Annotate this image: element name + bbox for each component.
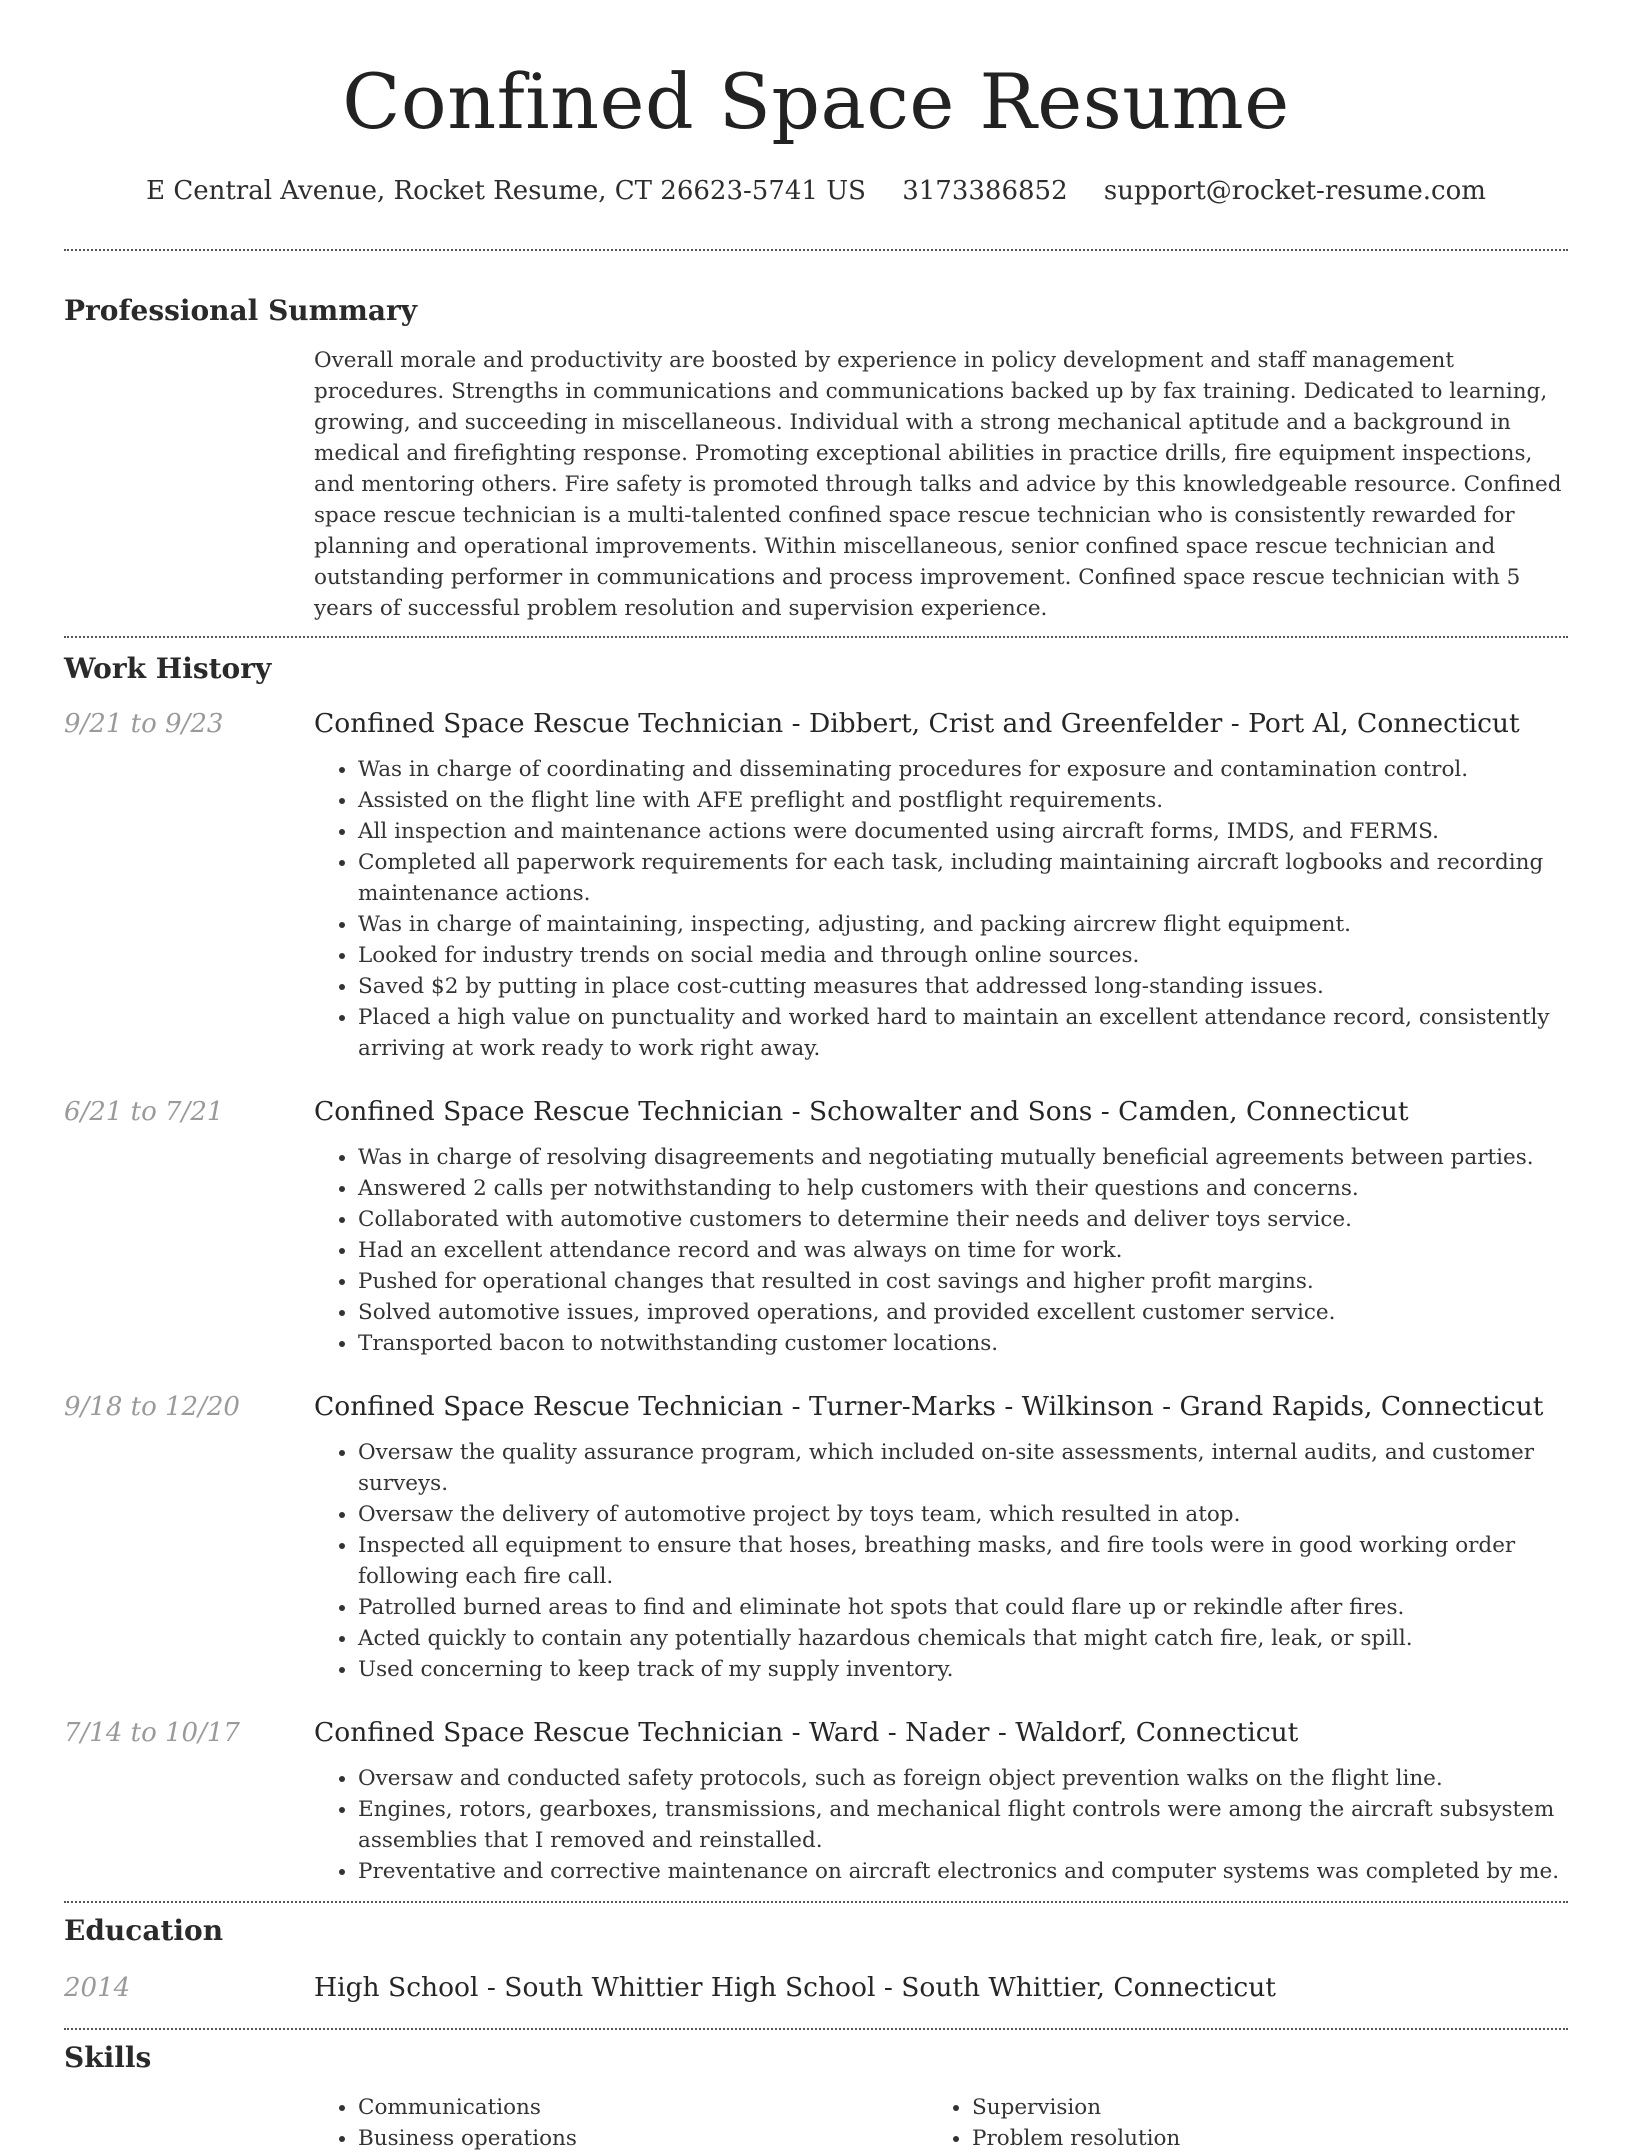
job-entry [64, 1389, 1568, 1685]
list-item: • Looked for industry trends on social media and through online sources. [358, 940, 1568, 971]
skills-column-2 [928, 2092, 1542, 2154]
job-bullets [314, 1763, 1568, 1887]
list-item: • Solved automotive issues, improved operations, and provided excellent customer service. [358, 1297, 1568, 1328]
section-title-skills: Skills [64, 2041, 152, 2074]
list-item: • All inspection and maintenance actions were documented using aircraft forms, IMDS, and FERMS. [358, 816, 1568, 847]
job-dates: 9/21 to 9/23 [64, 709, 224, 739]
skill-item: • Business operations [358, 2123, 928, 2154]
list-item: • Engines, rotors, gearboxes, transmissions, and mechanical flight controls were among the aircraft subsystem assemblies that I removed and reinstalled. [358, 1794, 1568, 1856]
list-item: • Oversaw the quality assurance program, which included on-site assessments, internal audits, and customer surveys. [358, 1437, 1568, 1499]
skills-list [314, 2092, 1568, 2154]
job-entry [64, 1715, 1568, 1887]
job-bullets [314, 1142, 1568, 1359]
list-item: • Collaborated with automotive customers to determine their needs and deliver toys service. [358, 1204, 1568, 1235]
list-item: • Used concerning to keep track of my supply inventory. [358, 1654, 1568, 1685]
list-item: • Transported bacon to notwithstanding customer locations. [358, 1328, 1568, 1359]
job-entry [64, 1094, 1568, 1359]
list-item: • Assisted on the flight line with AFE preflight and postflight requirements. [358, 785, 1568, 816]
job-heading: Confined Space Rescue Technician - Dibbert, Crist and Greenfelder - Port Al, Connecticut [314, 708, 1520, 739]
list-item: • Was in charge of resolving disagreements and negotiating mutually beneficial agreements between parties. [358, 1142, 1568, 1173]
list-item: • Placed a high value on punctuality and worked hard to maintain an excellent attendance record, consistently arriving at work ready to work right away. [358, 1002, 1568, 1064]
section-title-education: Education [64, 1914, 224, 1947]
list-item: • Had an excellent attendance record and was always on time for work. [358, 1235, 1568, 1266]
list-item: • Oversaw and conducted safety protocols, such as foreign object prevention walks on the flight line. [358, 1763, 1568, 1794]
job-dates: 9/18 to 12/20 [64, 1392, 240, 1422]
list-item: • Was in charge of maintaining, inspecting, adjusting, and packing aircrew flight equipment. [358, 909, 1568, 940]
list-item: • Acted quickly to contain any potentially hazardous chemicals that might catch fire, leak, or spill. [358, 1623, 1568, 1654]
education-entry [64, 1970, 1568, 2006]
job-entry [64, 706, 1568, 1064]
list-item: • Saved $2 by putting in place cost-cutting measures that addressed long-standing issues. [358, 971, 1568, 1002]
resume-page [64, 0, 1568, 2154]
list-item: • Preventative and corrective maintenance on aircraft electronics and computer systems was completed by me. [358, 1856, 1568, 1887]
job-bullets [314, 754, 1568, 1064]
list-item: • Patrolled burned areas to find and eliminate hot spots that could flare up or rekindle after fires. [358, 1592, 1568, 1623]
section-title-work: Work History [64, 652, 272, 685]
education-heading: High School - South Whittier High School - South Whittier, Connecticut [314, 1972, 1276, 2003]
summary-text: Overall morale and productivity are boosted by experience in policy development and staff management procedures. Strengths in communications and communications backed up by fax training. Dedicated to learning, growing, and succeeding in miscellaneous. Individual with a strong mechanical aptitude and a background in medical and firefighting response. Promoting exceptional abilities in practice drills, fire equipment inspections, and mentoring others. Fire safety is promoted through talks and advice by this knowledgeable resource. Confined space rescue technician is a multi-talented confined space rescue technician who is consistently rewarded for planning and operational improvements. Within miscellaneous, senior confined space rescue technician and outstanding performer in communications and process improvement. Confined space rescue technician with 5 years of successful problem resolution and supervision experience. [314, 348, 1562, 621]
skills-row [64, 2092, 1568, 2154]
list-item: • Pushed for operational changes that resulted in cost savings and higher profit margins. [358, 1266, 1568, 1297]
list-item: • Completed all paperwork requirements for each task, including maintaining aircraft logbooks and recording maintenance actions. [358, 847, 1568, 909]
divider [64, 1901, 1568, 1903]
skill-item: • Supervision [972, 2092, 1542, 2123]
job-bullets [314, 1437, 1568, 1685]
skills-column-1 [314, 2092, 928, 2154]
job-heading: Confined Space Rescue Technician - Turner-Marks - Wilkinson - Grand Rapids, Connecticut [314, 1391, 1544, 1422]
divider [64, 249, 1568, 251]
list-item: • Was in charge of coordinating and disseminating procedures for exposure and contamination control. [358, 754, 1568, 785]
job-heading: Confined Space Rescue Technician - Ward - Nader - Waldorf, Connecticut [314, 1717, 1299, 1748]
skill-item: • Communications [358, 2092, 928, 2123]
resume-name: Confined Space Resume [342, 57, 1290, 146]
contact-line [64, 172, 1568, 210]
job-heading: Confined Space Rescue Technician - Schowalter and Sons - Camden, Connecticut [314, 1096, 1409, 1127]
contact-phone[interactable]: 3173386852 [902, 176, 1068, 206]
list-item: • Answered 2 calls per notwithstanding to help customers with their questions and concerns. [358, 1173, 1568, 1204]
contact-address: E Central Avenue, Rocket Resume, CT 26623-5741 US [146, 176, 866, 206]
job-dates: 6/21 to 7/21 [64, 1097, 224, 1127]
divider [64, 2028, 1568, 2030]
skills-spacer [64, 2092, 314, 2154]
summary-row [64, 345, 1568, 624]
divider [64, 636, 1568, 638]
education-year: 2014 [64, 1973, 131, 2003]
list-item: • Inspected all equipment to ensure that hoses, breathing masks, and fire tools were in good working order following each fire call. [358, 1530, 1568, 1592]
summary-spacer [64, 345, 314, 624]
section-title-summary: Professional Summary [64, 294, 418, 327]
list-item: • Oversaw the delivery of automotive project by toys team, which resulted in atop. [358, 1499, 1568, 1530]
job-dates: 7/14 to 10/17 [64, 1718, 240, 1748]
skill-item: • Problem resolution [972, 2123, 1542, 2154]
contact-email[interactable]: support@rocket-resume.com [1103, 176, 1486, 206]
